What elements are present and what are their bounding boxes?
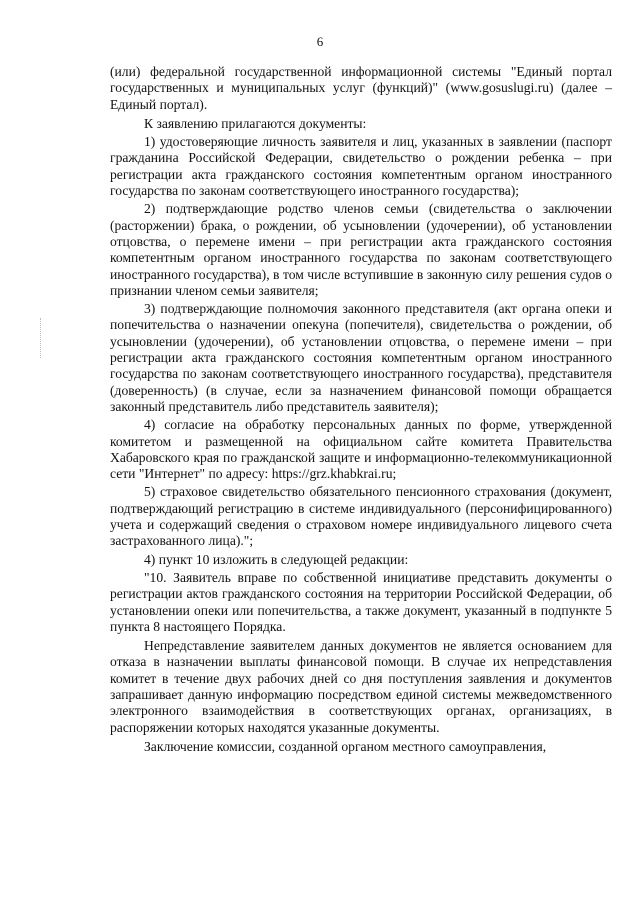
- page-number: 6: [316, 34, 324, 49]
- paragraph-item-2-kinship: 2) подтверждающие родство членов семьи (свидетельства о заключении (расторжении) брака, о рождении, об усыновлении (удочерении), об установлении отцовства, о перемене имени – при регистрации акта гражданского состояния компетентным органом иностранного государства по законам соответствующего иностранного государства), в том числе вступившие в законную силу решения судов о признании членом семьи заявителя;: [110, 201, 612, 298]
- paragraph-item-3-representative: 3) подтверждающие полномочия законного представителя (акт органа опеки и попечительства о назначении опекуна (попечителя), свидетельства о рождении, об усыновлении (удочерении), об установлении отцовства, о перемене имени – при регистрации акта гражданского состояния компетентным органом иностранного государства по законам соответствующего иностранного государства), представителя (доверенность) (в случае, если за назначением финансовой помощи обращается законный представитель либо представитель заявителя);: [110, 301, 612, 414]
- paragraph-attached-documents-intro: К заявлению прилагаются документы:: [144, 115, 367, 131]
- paragraph-item-4-consent: 4) согласие на обработку персональных данных по форме, утвержденной комитетом и размещенной на официальном сайте комитета Правительства Хабаровского края по гражданской защите и информационно-телекоммуникационной сети "Интернет" по адресу: https://grz.khabkrai.ru;: [110, 417, 612, 482]
- paragraph-item-5-insurance: 5) страховое свидетельство обязательного пенсионного страхования (документ, подтверждающий регистрацию в системе индивидуального (персонифицированного) учета и содержащий сведения о страховом номере индивидуального лицевого счета застрахованного лица).";: [110, 484, 612, 549]
- document-body: [110, 64, 612, 755]
- margin-mark: [40, 318, 41, 358]
- paragraph-portal-continuation: (или) федеральной государственной информационной системы "Единый портал государственных и муниципальных услуг (функций)" (www.gosuslugi.ru) (далее – Единый портал).: [110, 64, 612, 112]
- paragraph-item-1-identity: 1) удостоверяющие личность заявителя и лиц, указанных в заявлении (паспорт гражданина Российской Федерации, свидетельство о рождении ребенка – при регистрации акта гражданского состояния компетентным органом иностранного государства по законам соответствующего иностранного государства);: [110, 134, 612, 199]
- paragraph-amendment-point-10: 4) пункт 10 изложить в следующей редакции:: [144, 551, 409, 567]
- paragraph-point-10-text: "10. Заявитель вправе по собственной инициативе представить документы о регистрации актов гражданского состояния на территории Российской Федерации, об установлении опеки или попечительства, а также документ, указанный в подпункте 5 пункта 8 настоящего Порядка.: [110, 569, 612, 634]
- paragraph-non-submission: Непредставление заявителем данных документов не является основанием для отказа в назначении выплаты финансовой помощи. В случае их непредставления комитет в течение двух рабочих дней со дня поступления заявления и документов запрашивает данную информацию посредством единой системы межведомственного электронного взаимодействия в соответствующих органах, организациях, в распоряжении которых находятся указанные документы.: [110, 638, 612, 735]
- paragraph-commission-conclusion: Заключение комиссии, созданной органом местного самоуправления,: [144, 738, 547, 754]
